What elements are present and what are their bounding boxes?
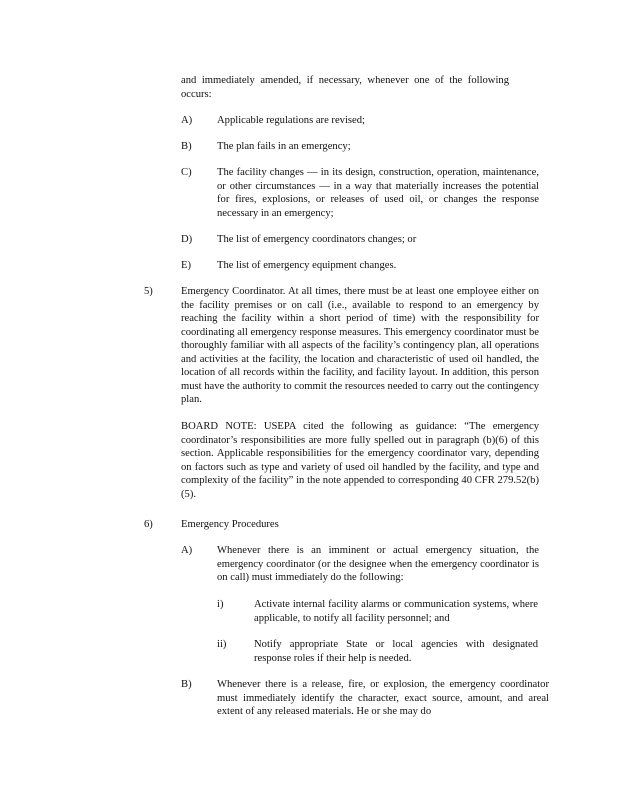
list-item-label: E)	[181, 260, 191, 271]
section-5-paragraph: Emergency Coordinator. At all times, there must be at least one employee either on the facility premises or on call (i.e., available to respond to an emergency by reaching the facility within a short period of time) with the responsibility for coordinating all emergency response measures. This emergency coordinator must be thoroughly familiar with all aspects of the facility’s contingency plan, all operations and activities at the facility, the location and characteristic of used oil handled, the location of all records within the facility, and facility layout. In addition, this person must have the authority to commit the resources needed to carry out the contingency plan.	[181, 286, 540, 405]
list-item-label: C)	[181, 167, 192, 178]
intro-paragraph: and immediately amended, if necessary, whenever one of the following occurs:	[181, 75, 509, 100]
sub-item-text: Activate internal facility alarms or communication systems, where applicable, to notify all facility personnel; and	[254, 599, 538, 624]
board-note: BOARD NOTE: USEPA cited the following as guidance: “The emergency coordinator’s responsibilities are more fully spelled out in paragraph (b)(6) of this section. Applicable responsibilities for the emergency coordinator vary, depending on factors such as type and variety of used oil handled by the facility, and type and complexity of the facility” in the note appended to corresponding 40 CFR 279.52(b)(5).	[181, 421, 539, 500]
list-item-text: Applicable regulations are revised;	[217, 115, 365, 126]
sub-item-text: Notify appropriate State or local agencies with designated response roles if their help is needed.	[254, 639, 538, 664]
list-item-text: The list of emergency coordinators changes; or	[217, 234, 417, 245]
list-item-text: Whenever there is a release, fire, or explosion, the emergency coordinator must immediately identify the character, exact source, amount, and areal extent of any released materials. He or she may do	[217, 679, 549, 717]
list-item-text: The list of emergency equipment changes.	[217, 260, 397, 271]
sub-item-label: ii)	[217, 639, 227, 650]
list-item-label: B)	[181, 141, 192, 152]
list-item-text: Whenever there is an imminent or actual emergency situation, the emergency coordinator (or the designee when the emergency coordinator is on call) must immediately do the following:	[217, 545, 539, 583]
section-number: 6)	[144, 519, 153, 530]
section-number: 5)	[144, 286, 153, 297]
list-item-text: The facility changes — in its design, construction, operation, maintenance, or other circumstances — in a way that materially increases the potential for fires, explosions, or releases of used oil, or changes the response necessary in an emergency;	[217, 167, 539, 219]
section-heading: Emergency Procedures	[181, 519, 279, 530]
list-item-label: A)	[181, 115, 193, 126]
list-item-label: A)	[181, 545, 193, 556]
sub-item-label: i)	[217, 599, 224, 610]
list-item-text: The plan fails in an emergency;	[217, 141, 351, 152]
list-item-label: B)	[181, 679, 192, 690]
list-item-label: D)	[181, 234, 193, 245]
